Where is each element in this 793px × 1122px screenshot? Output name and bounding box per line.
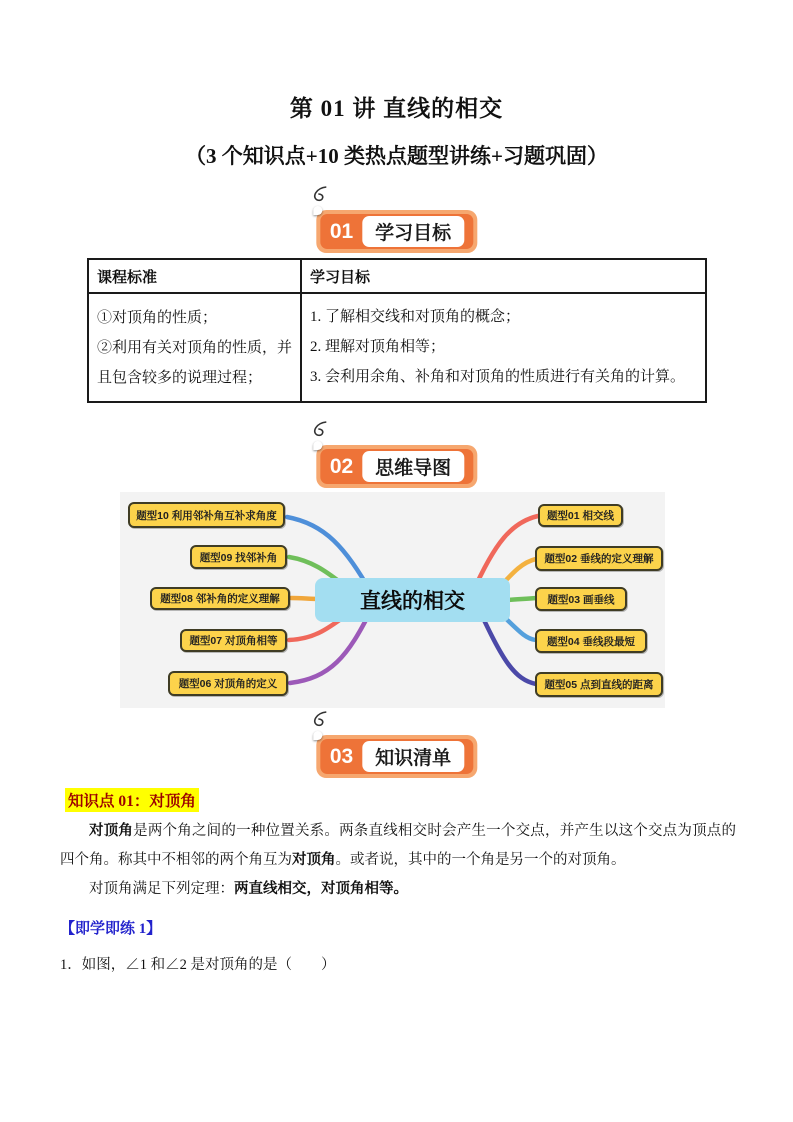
knowledge-point-title: 知识点 01：对顶角 bbox=[65, 788, 199, 812]
mind-map-node: 题型10 利用邻补角互补求角度 bbox=[128, 502, 285, 528]
practice-label: 【即学即练 1】 bbox=[60, 921, 162, 937]
mind-map-node: 题型07 对顶角相等 bbox=[180, 629, 287, 652]
objective-item: 3. 会利用余角、补角和对顶角的性质进行有关角的计算。 bbox=[310, 369, 686, 385]
mind-map-node: 题型08 邻补角的定义理解 bbox=[150, 587, 290, 610]
section-number: 02 bbox=[329, 454, 354, 478]
term-duidingjiao: 对顶角 bbox=[89, 823, 134, 839]
table-body-row bbox=[88, 293, 706, 402]
mind-map-node: 题型03 画垂线 bbox=[535, 587, 627, 611]
mind-map-center-node: 直线的相交 bbox=[315, 578, 510, 622]
objective-item: 2. 理解对顶角相等； bbox=[310, 339, 446, 355]
mind-map-node: 题型02 垂线的定义理解 bbox=[535, 546, 663, 571]
section-label: 学习目标 bbox=[362, 216, 464, 247]
term-duidingjiao: 对顶角 bbox=[292, 852, 336, 868]
mind-map-node: 题型06 对顶角的定义 bbox=[168, 671, 288, 696]
mind-map-node: 题型09 找邻补角 bbox=[190, 545, 287, 569]
branch-line bbox=[508, 598, 536, 600]
mind-map-node: 题型04 垂线段最短 bbox=[535, 629, 647, 653]
curriculum-standard-cell bbox=[88, 293, 301, 402]
section-number: 03 bbox=[329, 744, 354, 768]
learning-goal-cell bbox=[301, 293, 706, 402]
header-learning-goal: 学习目标 bbox=[301, 259, 706, 293]
mind-map-node: 题型01 相交线 bbox=[538, 504, 623, 527]
page-subtitle: （3 个知识点+10 类热点题型讲练+习题巩固） bbox=[185, 144, 608, 168]
pin-dot-icon bbox=[313, 206, 322, 215]
mind-map bbox=[120, 492, 665, 708]
knowledge-paragraph-1: 对顶角是两个角之间的一种位置关系。两条直线相交时会产生一个交点，并产生以这个交点为顶点的四个角。称其中不相邻的两个角互为对顶角。或者说，其中的一个角是另一个的对顶角。 bbox=[60, 823, 737, 868]
section-badge-mind-map bbox=[316, 445, 477, 488]
standard-item: ①对顶角的性质； bbox=[97, 309, 218, 326]
pin-dot-icon bbox=[313, 731, 322, 740]
section-badge-knowledge-list bbox=[316, 735, 477, 778]
section-badge-learning-goals bbox=[316, 210, 477, 253]
knowledge-content bbox=[60, 817, 736, 980]
section-label: 知识清单 bbox=[362, 741, 464, 772]
pin-dot-icon bbox=[313, 441, 322, 450]
theorem-text: 两直线相交，对顶角相等。 bbox=[234, 881, 408, 897]
question-1: 1．如图，∠1 和∠2 是对顶角的是（ ） bbox=[60, 957, 336, 973]
header-curriculum-standard: 课程标准 bbox=[88, 259, 301, 293]
page-title: 第 01 讲 直线的相交 bbox=[289, 96, 504, 121]
table-header-row bbox=[88, 259, 706, 293]
mind-map-node: 题型05 点到直线的距离 bbox=[535, 672, 663, 697]
section-number: 01 bbox=[329, 219, 354, 243]
standard-item: ②利用有关对顶角的性质，并且包含较多的说理过程； bbox=[97, 339, 293, 386]
objective-item: 1. 了解相交线和对顶角的概念； bbox=[310, 309, 521, 325]
learning-goals-table bbox=[87, 258, 707, 403]
knowledge-paragraph-2: 对顶角满足下列定理：两直线相交，对顶角相等。 bbox=[89, 881, 408, 897]
section-label: 思维导图 bbox=[362, 451, 464, 482]
